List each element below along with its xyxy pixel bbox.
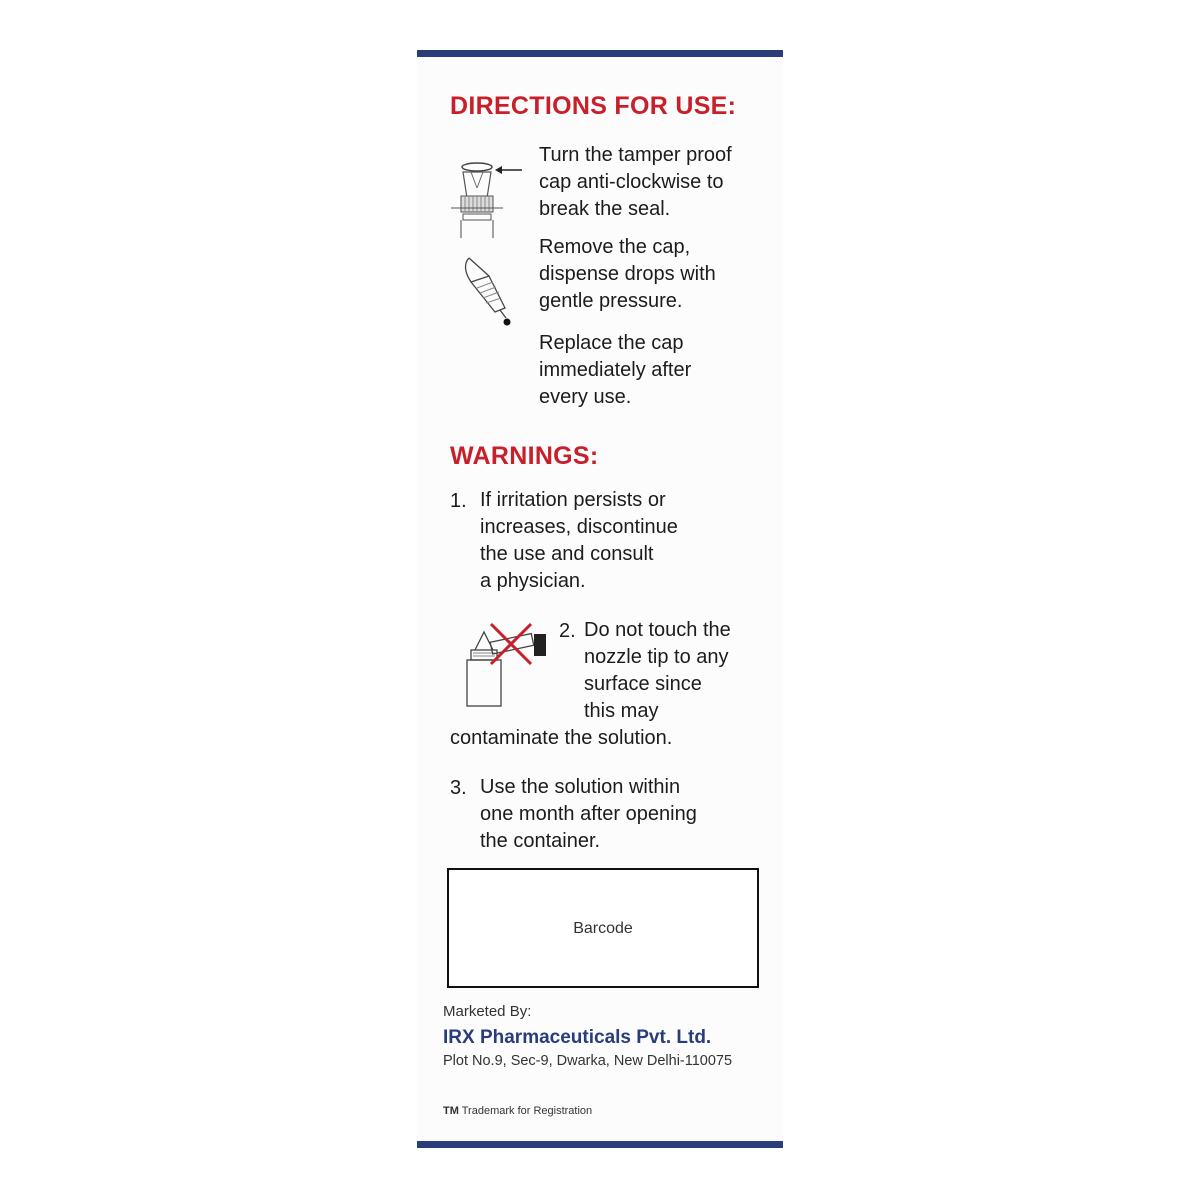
warning-3-text: Use the solution within one month after opening the container. (480, 776, 697, 852)
barcode-box (447, 868, 759, 988)
direction-step-2: Remove the cap, dispense drops with gentle pressure. (539, 236, 716, 312)
directions-heading: DIRECTIONS FOR USE: (450, 92, 737, 120)
trademark-symbol: TM (443, 1105, 459, 1117)
warning-1-text: If irritation persists or increases, discontinue the use and consult a physician. (480, 489, 678, 592)
dropper-icon (455, 252, 515, 332)
warning-1-number: 1. (450, 490, 467, 512)
barcode-label: Barcode (573, 920, 633, 937)
trademark-text: Trademark for Registration (458, 1105, 593, 1117)
direction-step-1: Turn the tamper proof cap anti-clockwise to break the seal. (539, 144, 732, 220)
direction-step-3: Replace the cap immediately after every use. (539, 332, 692, 408)
tamper-cap-icon (447, 158, 527, 240)
trademark-note (443, 1105, 592, 1117)
label-panel (417, 50, 783, 1150)
marketed-by-label: Marketed By: (443, 1003, 532, 1020)
warning-3-number: 3. (450, 777, 467, 799)
company-address: Plot No.9, Sec-9, Dwarka, New Delhi-110075 (443, 1053, 733, 1069)
warnings-heading: WARNINGS: (450, 442, 599, 470)
bottom-stripe (417, 1141, 783, 1148)
warning-2-continuation: contaminate the solution. (450, 727, 673, 749)
warning-2-text: Do not touch the nozzle tip to any surface since this may (584, 619, 731, 722)
top-stripe (417, 50, 783, 57)
company-name: IRX Pharmaceuticals Pvt. Ltd. (443, 1027, 712, 1048)
warning-2-number: 2. (559, 620, 576, 642)
no-touch-nozzle-icon (461, 620, 551, 708)
